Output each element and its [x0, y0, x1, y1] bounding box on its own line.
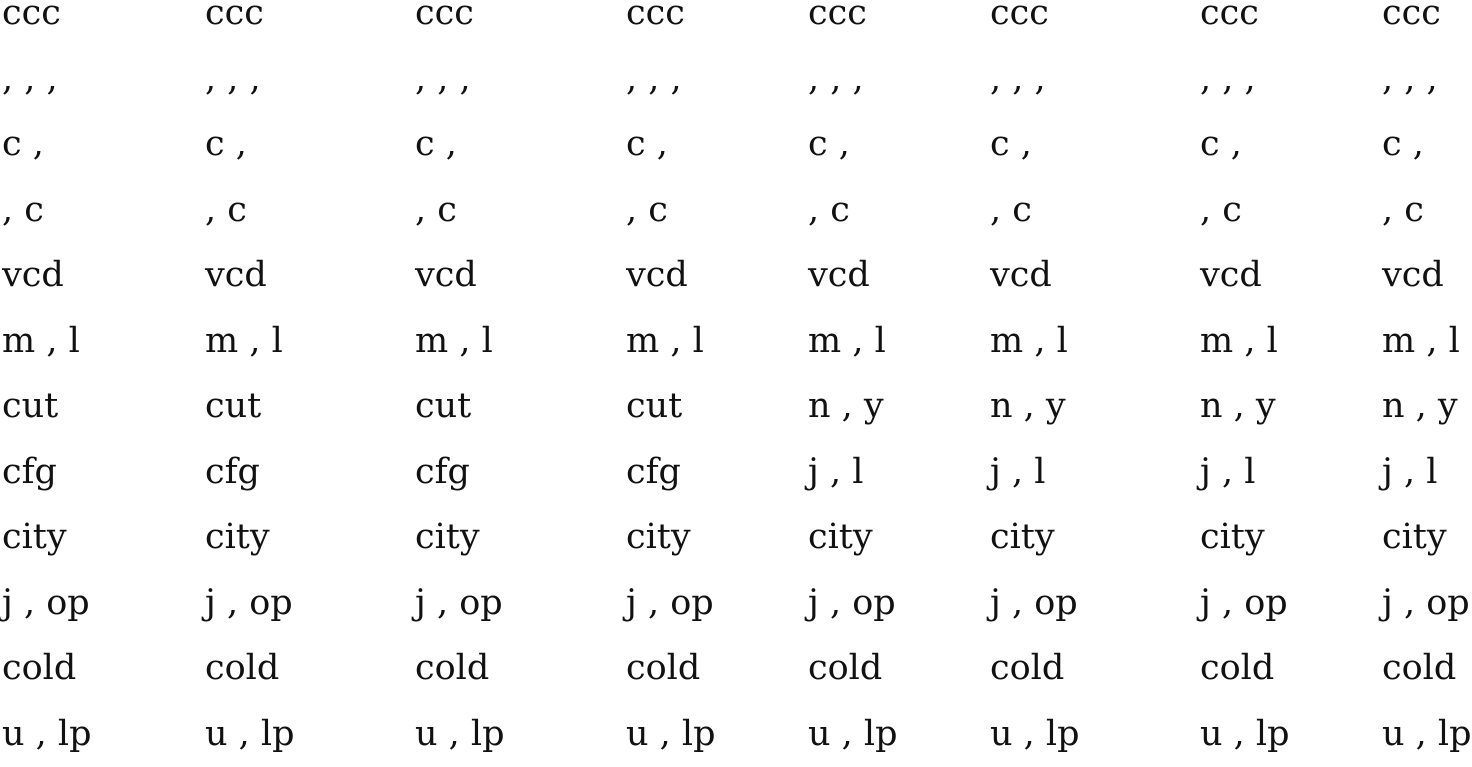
grid-cell: j , op [2, 571, 90, 637]
grid-cell: ccc [626, 0, 685, 47]
grid-cell: , , , [1200, 47, 1256, 113]
grid-cell: vcd [808, 243, 870, 309]
grid-row-12 [0, 702, 1459, 767]
grid-cell: city [2, 505, 67, 571]
grid-cell: n , y [990, 374, 1066, 440]
grid-cell: m , l [1382, 309, 1460, 375]
grid-cell: j , op [205, 571, 293, 637]
grid-cell: cold [990, 636, 1064, 702]
grid-cell: , c [990, 178, 1032, 244]
grid-cell: c , [626, 112, 668, 178]
grid-cell: ccc [990, 0, 1049, 47]
grid-cell: , , , [415, 47, 471, 113]
grid-cell: vcd [415, 243, 477, 309]
grid-cell: ccc [808, 0, 867, 47]
grid-cell: c , [808, 112, 850, 178]
grid-cell: u , lp [626, 702, 716, 767]
grid-cell: cut [415, 374, 471, 440]
grid-cell: , , , [205, 47, 261, 113]
grid-cell: j , op [808, 571, 896, 637]
grid-cell: j , l [808, 440, 863, 506]
grid-cell: u , lp [1200, 702, 1290, 767]
grid-row-8 [0, 440, 1459, 506]
grid-cell: c , [2, 112, 44, 178]
grid-cell: m , l [990, 309, 1068, 375]
grid-cell: u , lp [808, 702, 898, 767]
grid-row-3 [0, 112, 1459, 178]
grid-cell: , c [415, 178, 457, 244]
grid-row-7 [0, 374, 1459, 440]
grid-cell: j , op [415, 571, 503, 637]
grid-cell: vcd [1382, 243, 1444, 309]
grid-row-2 [0, 47, 1459, 113]
grid-cell: , c [2, 178, 44, 244]
grid-cell: j , l [990, 440, 1045, 506]
grid-cell: cut [626, 374, 682, 440]
grid-cell: cfg [415, 440, 470, 506]
grid-cell: ccc [2, 0, 61, 47]
grid-cell: m , l [415, 309, 493, 375]
grid-cell: cfg [626, 440, 681, 506]
grid-cell: city [205, 505, 270, 571]
grid-cell: j , op [1200, 571, 1288, 637]
grid-cell: j , l [1200, 440, 1255, 506]
grid-row-10 [0, 571, 1459, 637]
grid-row-1 [0, 0, 1459, 47]
grid-cell: cold [205, 636, 279, 702]
grid-cell: , c [626, 178, 668, 244]
grid-cell: cold [1382, 636, 1456, 702]
grid-cell: , , , [2, 47, 58, 113]
grid-cell: c , [415, 112, 457, 178]
grid-cell: cut [205, 374, 261, 440]
grid-cell: ccc [1382, 0, 1441, 47]
grid-cell: cold [808, 636, 882, 702]
grid-cell: vcd [1200, 243, 1262, 309]
grid-cell: , , , [1382, 47, 1438, 113]
grid-cell: cold [2, 636, 76, 702]
grid-cell: c , [205, 112, 247, 178]
grid-cell: vcd [990, 243, 1052, 309]
grid-cell: , c [205, 178, 247, 244]
grid-cell: u , lp [990, 702, 1080, 767]
grid-row-6 [0, 309, 1459, 375]
grid-cell: j , op [626, 571, 714, 637]
grid-cell: m , l [2, 309, 80, 375]
grid-cell: ccc [205, 0, 264, 47]
grid-cell: ccc [1200, 0, 1259, 47]
grid-cell: j , op [1382, 571, 1470, 637]
grid-cell: , c [808, 178, 850, 244]
grid-cell: c , [990, 112, 1032, 178]
grid-cell: , c [1200, 178, 1242, 244]
grid-cell: n , y [808, 374, 884, 440]
grid-cell: cfg [205, 440, 260, 506]
grid-cell: , , , [990, 47, 1046, 113]
grid-cell: u , lp [1382, 702, 1472, 767]
grid-cell: u , lp [2, 702, 92, 767]
grid-cell: , , , [626, 47, 682, 113]
grid-cell: j , op [990, 571, 1078, 637]
grid-cell: ccc [415, 0, 474, 47]
grid-cell: m , l [205, 309, 283, 375]
grid-cell: cold [415, 636, 489, 702]
grid-cell: , , , [808, 47, 864, 113]
grid-cell: n , y [1382, 374, 1458, 440]
grid-cell: city [1382, 505, 1447, 571]
grid-cell: , c [1382, 178, 1424, 244]
grid-cell: c , [1382, 112, 1424, 178]
grid-cell: n , y [1200, 374, 1276, 440]
grid-row-4 [0, 178, 1459, 244]
grid-cell: cold [1200, 636, 1274, 702]
grid-cell: c , [1200, 112, 1242, 178]
grid-cell: cfg [2, 440, 57, 506]
grid-cell: vcd [2, 243, 64, 309]
grid-cell: city [990, 505, 1055, 571]
grid-row-11 [0, 636, 1459, 702]
grid-cell: vcd [205, 243, 267, 309]
grid-cell: m , l [626, 309, 704, 375]
grid-cell: cut [2, 374, 58, 440]
grid-cell: cold [626, 636, 700, 702]
grid-row-9 [0, 505, 1459, 571]
grid-cell: vcd [626, 243, 688, 309]
grid-row-5 [0, 243, 1459, 309]
grid-cell: city [626, 505, 691, 571]
grid-cell: m , l [1200, 309, 1278, 375]
grid-cell: m , l [808, 309, 886, 375]
grid-cell: u , lp [415, 702, 505, 767]
grid-cell: city [1200, 505, 1265, 571]
grid-cell: u , lp [205, 702, 295, 767]
grid-cell: city [808, 505, 873, 571]
grid-cell: j , l [1382, 440, 1437, 506]
grid-cell: city [415, 505, 480, 571]
